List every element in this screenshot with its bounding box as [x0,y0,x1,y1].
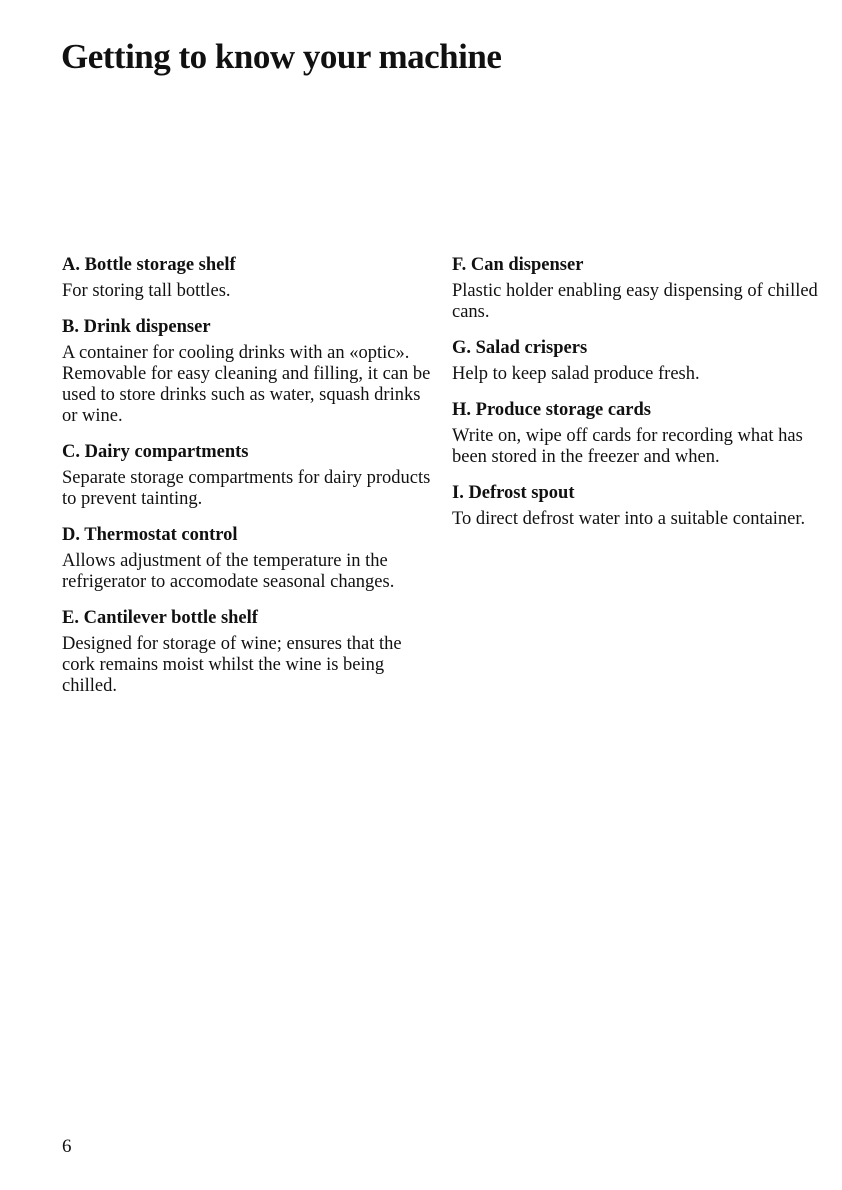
section-body: Allows adjustment of the temperature in the refrigerator to accomodate seasonal changes. [62,551,395,592]
section-heading: G. Salad crispers [452,338,588,358]
page-title: Getting to know your machine [61,37,502,76]
section-thermostat-control [62,524,434,593]
section-heading: F. Can dispenser [452,255,584,275]
section-heading: H. Produce storage cards [452,400,652,420]
section-salad-crispers [452,337,824,385]
section-drink-dispenser [62,316,434,427]
section-body: Designed for storage of wine; ensures that the cork remains moist whilst the wine is being chilled. [62,634,402,696]
section-body: Write on, wipe off cards for recording what has been stored in the freezer and when. [452,426,803,467]
section-heading: B. Drink dispenser [62,317,211,337]
section-heading: D. Thermostat control [62,525,238,545]
section-heading: C. Dairy compartments [62,442,249,462]
section-bottle-storage-shelf [62,254,434,302]
section-body: For storing tall bottles. [62,281,231,301]
section-cantilever-bottle-shelf [62,607,434,697]
section-body: A container for cooling drinks with an «optic». Removable for easy cleaning and filling, it can be used to store drinks such as water, squash drinks or wine. [62,343,431,426]
section-body: Help to keep salad produce fresh. [452,364,700,384]
section-body: Plastic holder enabling easy dispensing of chilled cans. [452,281,818,322]
section-defrost-spout [452,482,824,530]
section-can-dispenser [452,254,824,323]
left-column [62,254,434,711]
section-dairy-compartments [62,441,434,510]
right-column [452,254,824,544]
section-heading: E. Cantilever bottle shelf [62,608,258,628]
section-body: To direct defrost water into a suitable container. [452,509,806,529]
section-produce-storage-cards [452,399,824,468]
section-body: Separate storage compartments for dairy products to prevent tainting. [62,468,431,509]
section-heading: A. Bottle storage shelf [62,255,236,275]
page-number: 6 [62,1136,72,1157]
section-heading: I. Defrost spout [452,483,575,503]
